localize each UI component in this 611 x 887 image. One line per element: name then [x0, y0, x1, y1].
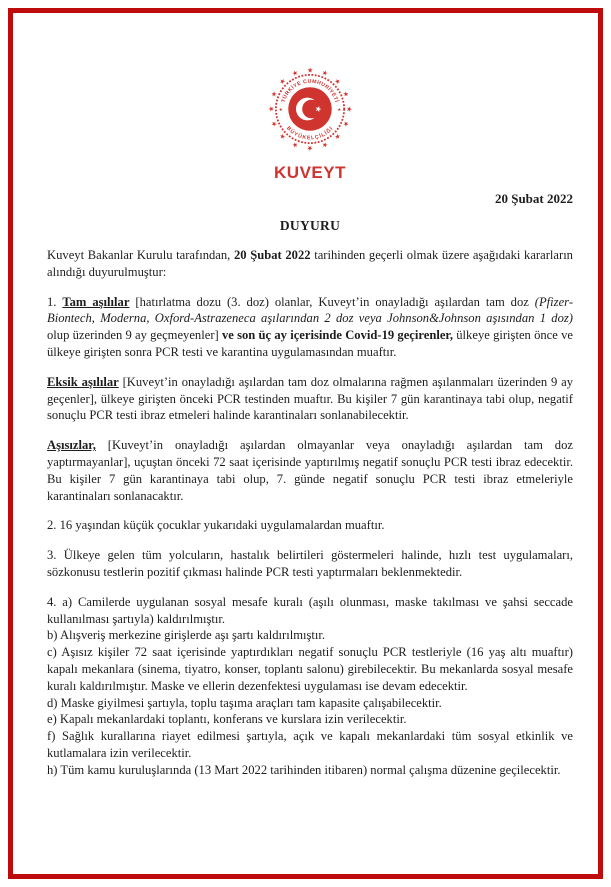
star-icon: ★ — [340, 90, 350, 99]
star-icon: ★ — [278, 131, 288, 141]
text-run: 2. 16 yaşından küçük çocuklar yukarıdaki uygulamalardan muaftır. — [47, 518, 385, 533]
section4-item: e) Kapalı mekanlardaki toplantı, konferans ve kurslara izin verilecektir. — [47, 712, 407, 727]
paragraph-intro — [47, 247, 573, 281]
text-run: tarihinden geçerli olmak üzere aşağıdaki kararların alındığı duyurulmuştur: — [47, 248, 573, 279]
section4-item: b) Alışveriş merkezine girişlerde aşı şartı kaldırılmıştır. — [47, 628, 326, 643]
star-icon: ★ — [268, 105, 276, 113]
star-icon: ★ — [306, 67, 314, 75]
seal-bottom-text: BÜYÜKELÇİLİĞİ — [284, 125, 336, 142]
seal-left-star-icon: ★ — [278, 106, 283, 112]
text-run: ve son üç ay içerisinde Covid-19 geçirenler, — [221, 328, 454, 343]
document-body — [47, 247, 573, 779]
text-run: Tam aşılılar — [62, 294, 130, 309]
text-run: [Kuveyt’in onayladığı aşılardan tam doz olmalarına rağmen aşılanmaları üzerinden 9 ay geçenler], ülkeye girişten önceki PCR testinden muaftır. Bu kişiler 7 gün karantinaya tabi olup, negatif sonuçlu PCR testi ibraz etmeleri halinde karantinaları sonlanabilecektir. — [47, 374, 574, 423]
document-content — [47, 0, 573, 779]
star-icon: ★ — [291, 69, 300, 79]
text-run: [Kuveyt’in onayladığı aşılardan olmayanlar veya onayladığı aşılardan tam doz yaptırmayanlar], uçuştan önceki 72 saat içerisinde yaptırılmış negatif sonuçlu PCR testi ibraz edecektir. Bu kişiler 7 gün karantinaya tabi olup, 7. günde negatif sonuçlu PCR testi ibraz etmeleriyle karantinaları sonlanacaktır. — [47, 438, 573, 503]
paragraph-eksik-asililar — [47, 374, 573, 424]
paragraph-1-tam-asililar — [47, 294, 573, 361]
star-icon: ★ — [270, 119, 280, 128]
star-icon: ★ — [306, 143, 314, 151]
embassy-city-label: KUVEYT — [274, 163, 346, 182]
seal-right-star-icon: ★ — [337, 106, 342, 112]
paragraph-2-children — [47, 517, 573, 534]
text-run: Kuveyt Bakanlar Kurulu tarafından, — [47, 248, 234, 262]
text-run: Aşısızlar, — [47, 438, 96, 453]
text-run: olup üzerinden 9 ay geçmeyenler] — [47, 328, 222, 343]
star-icon: ★ — [340, 119, 350, 128]
paragraph-asisizlar — [47, 437, 573, 504]
section4-item: h) Tüm kamu kuruluşlarında (13 Mart 2022 tarihinden itibaren) normal çalışma düzenine geçilecektir. — [47, 762, 561, 777]
document-title: DUYURU — [279, 218, 341, 233]
section4-item: 4. a) Camilerde uygulanan sosyal mesafe kuralı (aşılı olunması, maske takılması ve şahsi seccade kullanılması şartıyla) kaldırılmıştır. — [47, 594, 573, 626]
text-run: Eksik aşılılar — [47, 374, 119, 389]
flag-star-icon: ★ — [313, 103, 323, 115]
star-icon: ★ — [344, 105, 352, 113]
star-icon: ★ — [332, 77, 342, 87]
star-icon: ★ — [278, 77, 288, 87]
star-icon: ★ — [320, 69, 329, 79]
text-run: 20 Şubat 2022 — [233, 248, 311, 262]
seal-top-text: TÜRKİYE CUMHURİYETİ — [280, 78, 340, 104]
star-icon: ★ — [270, 90, 280, 99]
text-run: 3. Ülkeye gelen tüm yolcuların, hastalık belirtileri göstermeleri halinde, hızlı test uygulamaları, sözkonusu testlerin pozitif çıkması halinde PCR testi yaptırmaları beklenmektedir. — [47, 548, 573, 579]
star-icon: ★ — [332, 131, 342, 141]
section-4-measures — [47, 594, 573, 779]
star-icon: ★ — [320, 139, 329, 149]
text-run: [hatırlatma dozu (3. doz) olanlar, Kuveyt’in onayladığı aşılardan tam doz — [129, 294, 535, 309]
star-icon: ★ — [291, 139, 300, 149]
section4-item: c) Aşısız kişiler 72 saat içerisinde yaptırdıkları negatif sonuçlu PCR testleriyle (16 yaş altı muaftır) kapalı mekanlara (sinema, tiyatro, konser, toplantı salonu) girebilecektir. Bu mekanlarda sosyal mesafe kuralı kaldırılmıştır. Maske ve ellerin dezenfektesi uygulaması ise devam edecektir. — [47, 645, 573, 693]
text-run: 1. — [47, 294, 63, 309]
document-date: 20 Şubat 2022 — [494, 191, 573, 206]
section4-item: f) Sağlık kurallarına riayet edilmesi şartıyla, açık ve kapalı mekanlardaki tüm sosyal etkinlik ve kutlamalara izin verilecektir. — [47, 729, 573, 760]
text-run: ülkeye girişten önce ve ülkeye girişten sonra PCR testi ve karantina uygulamasından muaftır. — [47, 328, 573, 359]
embassy-seal — [265, 64, 355, 154]
embassy-seal-graphic — [265, 64, 355, 154]
section4-item: d) Maske giyilmesi şartıyla, toplu taşıma araçları tam kapasite çalışabilecektir. — [47, 695, 442, 710]
text-run: (Pfizer-Biontech, Moderna, Oxford-Astrazeneca aşılarından 2 doz veya Johnson&Johnson aşısından 1 doz) — [47, 294, 574, 326]
paragraph-3-symptoms — [47, 547, 573, 581]
